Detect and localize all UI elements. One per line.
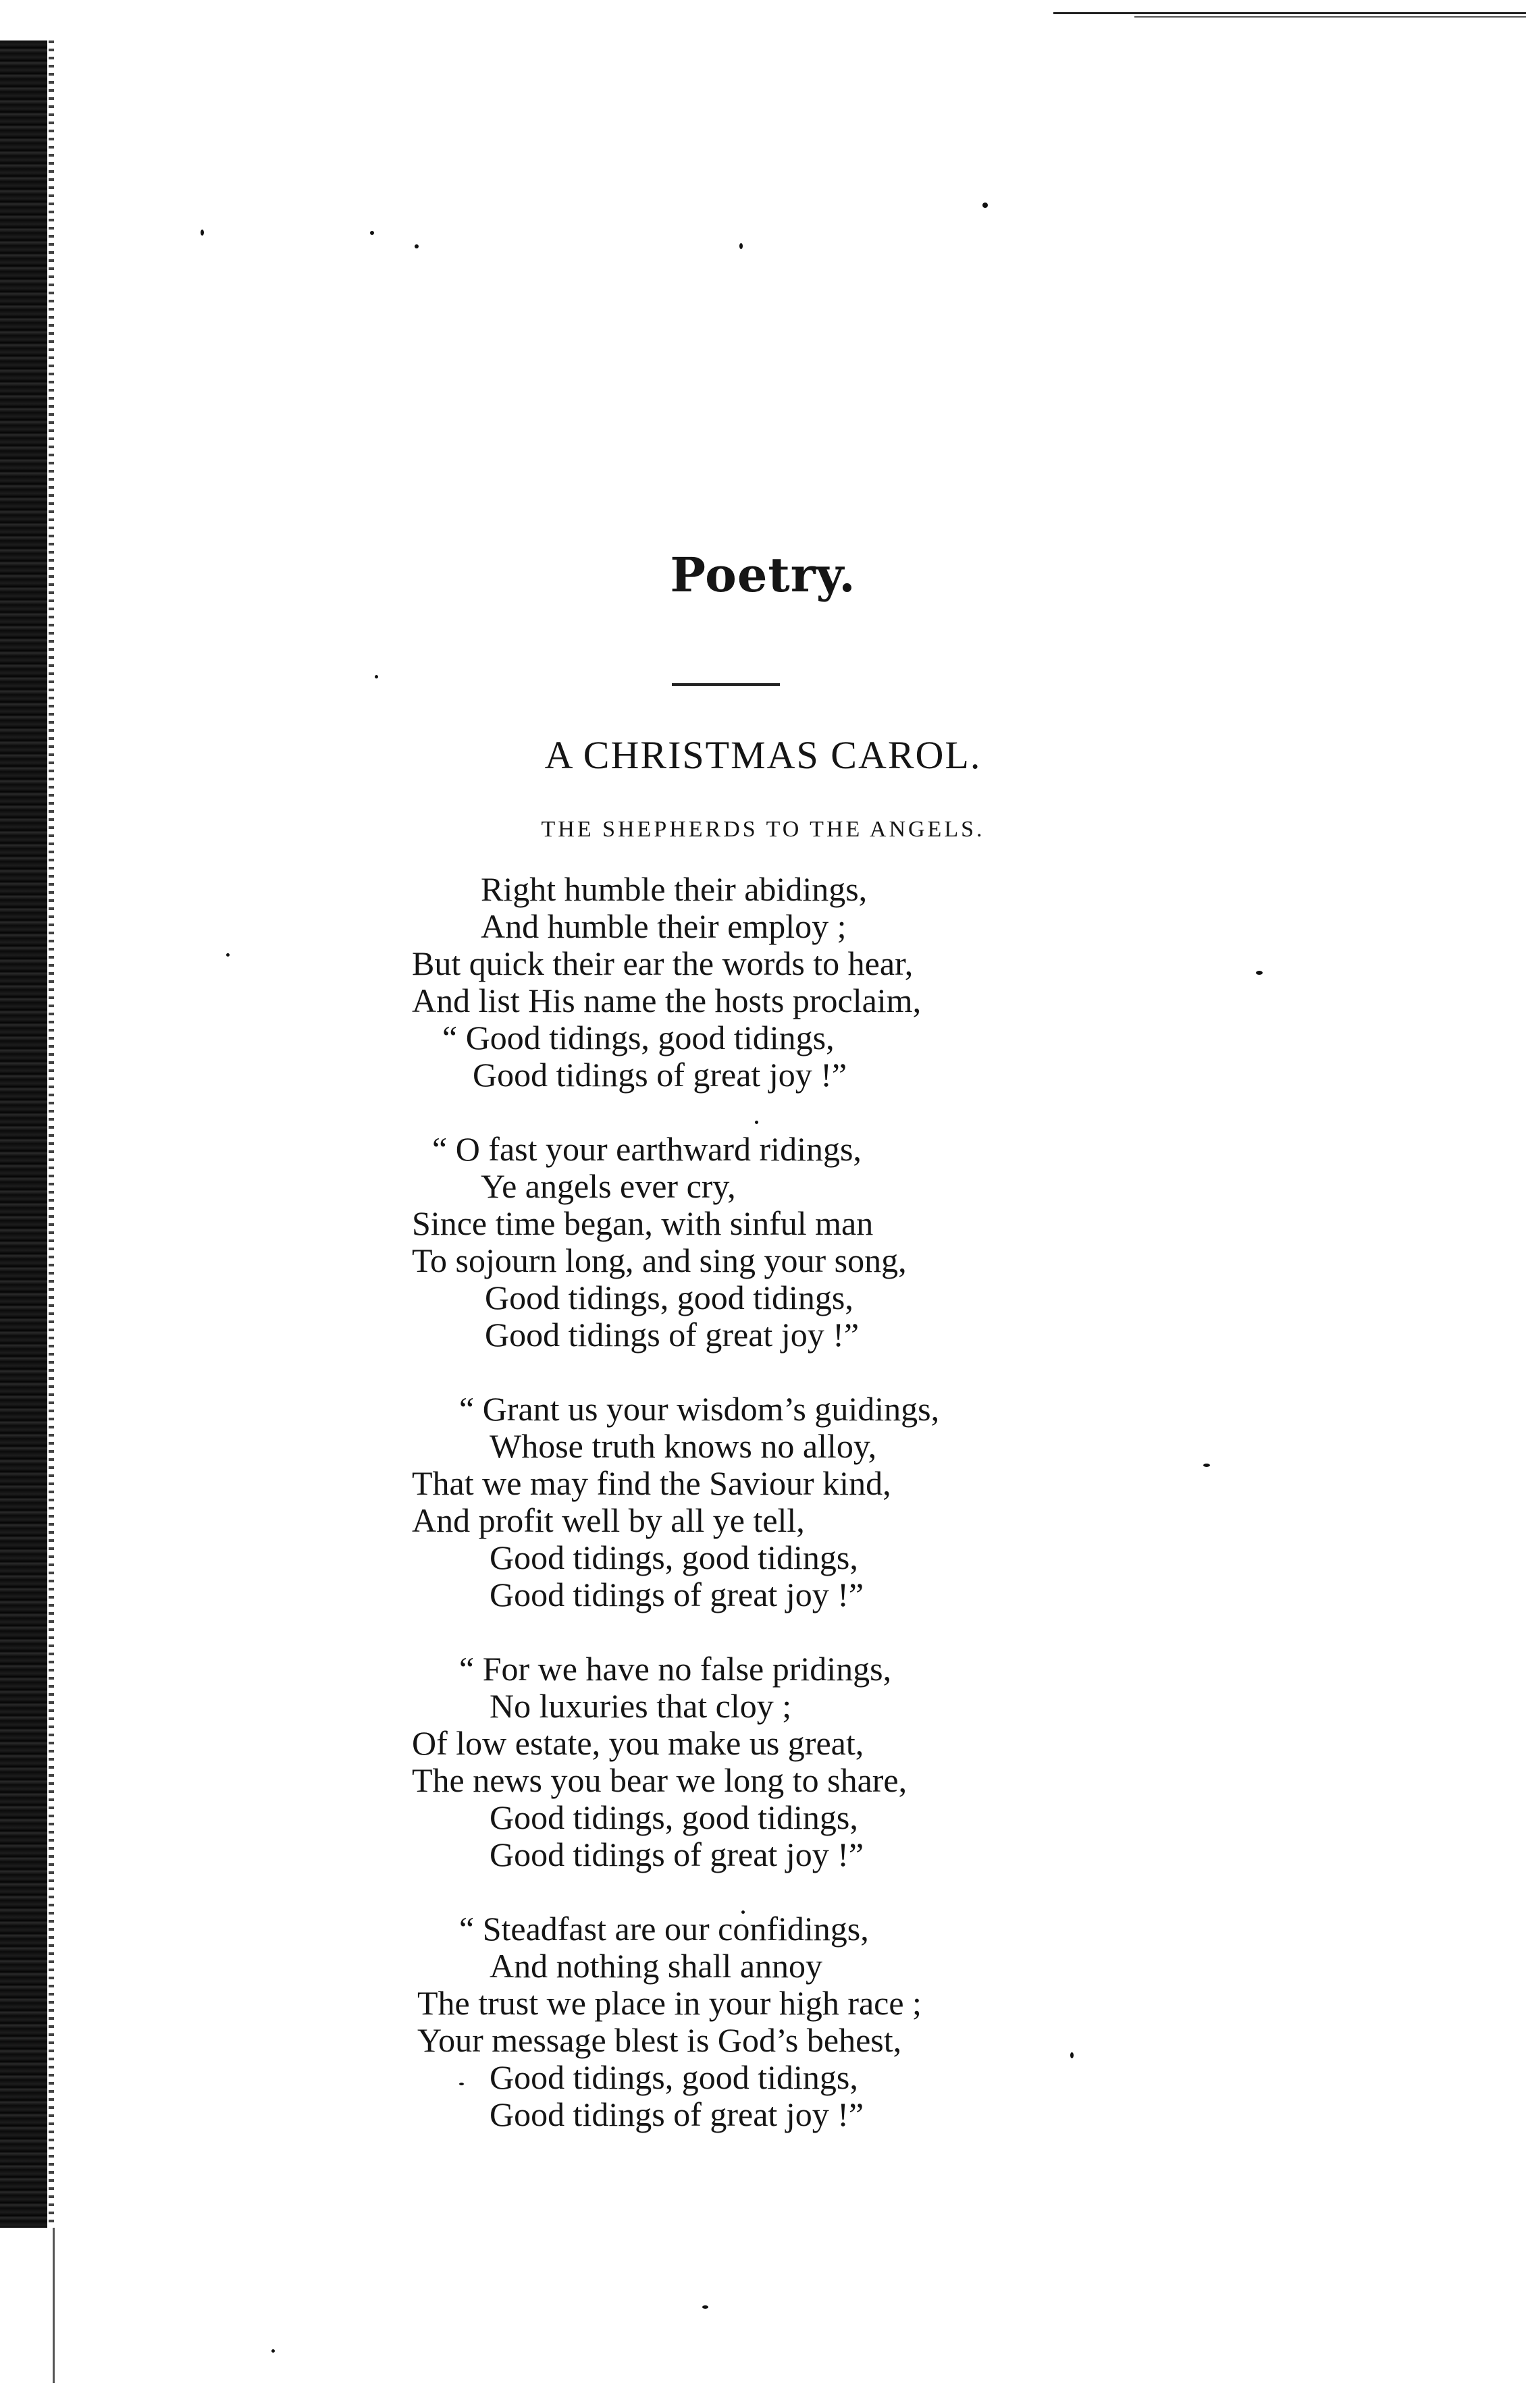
poem-line: And list His name the hosts proclaim,: [412, 982, 922, 1019]
heading-divider: [672, 683, 780, 686]
poem-line: Whose truth knows no alloy,: [490, 1427, 877, 1465]
poem-line: “ For we have no false pridings,: [459, 1650, 892, 1688]
scan-speck: [702, 2305, 708, 2309]
poem-line: That we may find the Saviour kind,: [412, 1464, 891, 1502]
poem-line: Good tidings of great joy !”: [473, 1056, 847, 1094]
stanza: [0, 1651, 1526, 1873]
scan-speck: [739, 243, 743, 249]
poem-line: Good tidings of great joy !”: [490, 1576, 864, 1613]
poem-line: Good tidings of great joy !”: [490, 2095, 864, 2133]
scan-speck: [201, 230, 204, 236]
poem-subtitle: THE SHEPHERDS TO THE ANGELS.: [541, 817, 985, 842]
scan-binding-tail: [53, 2228, 55, 2383]
poem-line: No luxuries that cloy ;: [490, 1687, 792, 1725]
poem-line: “ Good tidings, good tidings,: [442, 1019, 835, 1056]
poem-line: “ Steadfast are our confidings,: [459, 1910, 869, 1948]
scan-speck: [375, 675, 378, 678]
stanza: [0, 1391, 1526, 1613]
poem-line: Since time began, with sinful man: [412, 1204, 874, 1242]
poem-line: Good tidings, good tidings,: [490, 1539, 858, 1576]
poem-line: The news you bear we long to share,: [412, 1761, 907, 1799]
poem-line: And nothing shall annoy: [490, 1947, 823, 1985]
stanza: [0, 1131, 1526, 1354]
poem-line: The trust we place in your high race ;: [417, 1984, 922, 2022]
poem-body: [0, 871, 1526, 2170]
scan-speck: [271, 2349, 275, 2353]
poem-line: Good tidings of great joy !”: [490, 1836, 864, 1873]
poem-title: A CHRISTMAS CAROL.: [544, 733, 982, 777]
poem-line: Good tidings of great joy !”: [485, 1316, 860, 1354]
scan-top-rule: [1053, 9, 1526, 19]
poem-line: Good tidings, good tidings,: [485, 1279, 853, 1316]
poem-line: And humble their employ ;: [481, 907, 847, 945]
poem-line: Of low estate, you make us great,: [412, 1724, 864, 1762]
poem-line: Ye angels ever cry,: [481, 1167, 736, 1205]
poem-line: “ Grant us your wisdom’s guidings,: [459, 1390, 940, 1428]
poem-line: Good tidings, good tidings,: [490, 2058, 858, 2096]
poem-line: “ O fast your earthward ridings,: [432, 1130, 862, 1168]
poem-line: And profit well by all ye tell,: [412, 1501, 805, 1539]
poem-line: Your message blest is God’s behest,: [417, 2021, 902, 2059]
section-heading: Poetry.: [670, 547, 856, 603]
poem-line: Good tidings, good tidings,: [490, 1798, 858, 1836]
scan-speck: [982, 203, 988, 208]
scan-speck: [415, 244, 419, 248]
poem-line: To sojourn long, and sing your song,: [412, 1241, 907, 1279]
poem-line: But quick their ear the words to hear,: [412, 944, 914, 982]
scan-speck: [370, 231, 374, 235]
stanza: [0, 1910, 1526, 2133]
stanza: [0, 871, 1526, 1094]
poem-line: Right humble their abidings,: [481, 870, 868, 908]
